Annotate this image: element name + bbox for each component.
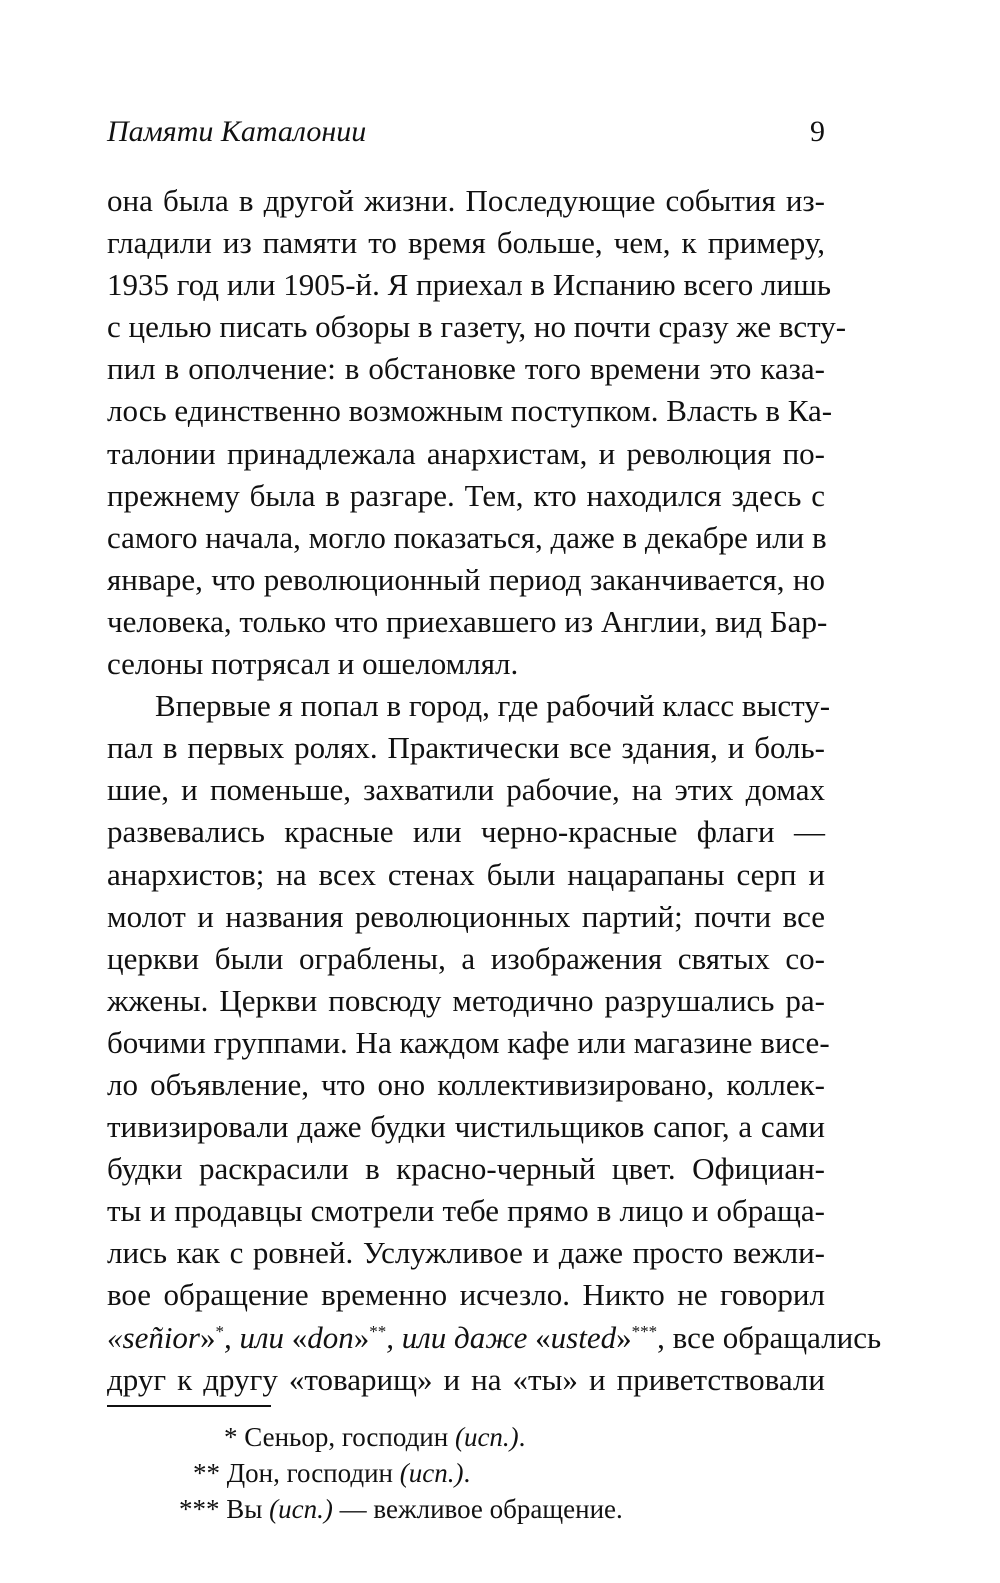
text-line: лось единственно возможным поступком. Власть в Ка- — [107, 393, 833, 429]
text-line: бочими группами. На каждом кафе или магазине висе- — [107, 1024, 830, 1060]
text-segment: , или — [224, 1319, 292, 1355]
footnote-1 — [107, 1419, 825, 1455]
quote-close: » — [200, 1319, 216, 1355]
running-header — [107, 112, 825, 152]
text-line: с целью писать обзоры в газету, но почти сразу же всту- — [107, 309, 847, 345]
text-line: лись как с ровней. Услужливое и даже просто вежли- — [107, 1235, 825, 1271]
text-line: анархистов; на всех стенах были нацарапаны серп и — [107, 856, 825, 892]
text-line: человека, только что приехавшего из Англии, вид Бар- — [107, 603, 828, 639]
text-line: январе, что революционный период заканчивается, но — [107, 561, 825, 597]
text-line: ты и продавцы смотрели тебе прямо в лицо и обраща- — [107, 1193, 825, 1229]
text-segment: , все обращались — [657, 1319, 882, 1355]
footnotes — [107, 1419, 825, 1527]
paragraph-1 — [107, 180, 847, 685]
text-line: друг к другу «товарищ» и на «ты» и приветствовали — [107, 1361, 825, 1397]
page-number: 9 — [810, 115, 825, 148]
footnote-after: . — [463, 1457, 471, 1488]
text-line: вое обращение временно исчезло. Никто не говорил — [107, 1277, 825, 1313]
text-line: талонии принадлежала анархистам, и революция по- — [107, 435, 825, 471]
text-line: молот и названия революционных партий; почти все — [107, 898, 825, 934]
footnote-after: — вежливое обращение. — [332, 1493, 623, 1524]
quote-open: « — [107, 1319, 123, 1355]
text-line: будки раскрасили в красно-черный цвет. Официан- — [107, 1151, 825, 1187]
text-line: 1935 год или 1905-й. Я приехал в Испанию всего лишь — [107, 267, 832, 303]
footnote-text: Вы — [226, 1493, 263, 1524]
text-line: пил в ополчение: в обстановке того времени это каза- — [107, 351, 825, 387]
footnote-ref: ** — [369, 1321, 387, 1341]
text-line: пал в первых ролях. Практически все здания, и боль- — [107, 730, 825, 766]
quote-open: « — [291, 1319, 308, 1355]
text-line: тивизировали даже будки чистильщиков сапог, а сами — [107, 1109, 825, 1145]
text-line: ло объявление, что оно коллективизировано, коллек- — [107, 1066, 825, 1102]
text-line: она была в другой жизни. Последующие события из- — [107, 183, 825, 218]
spanish-term: señior — [122, 1319, 200, 1355]
text-line: самого начала, могло показаться, даже в декабре или в — [107, 519, 827, 555]
running-title: Памяти Каталонии — [107, 115, 367, 148]
text-line: жжены. Церкви повсюду методично разрушались ра- — [107, 982, 825, 1018]
text-line: Впервые я попал в город, где рабочий класс высту- — [155, 688, 831, 724]
footnote-after: . — [518, 1421, 526, 1452]
text-segment: , или даже — [386, 1319, 536, 1355]
footnote-lang: (исп.) — [454, 1421, 519, 1452]
footnote-mark: *** — [179, 1493, 220, 1524]
footnote-3 — [107, 1491, 825, 1527]
main-text — [107, 180, 882, 1401]
quote-open: « — [535, 1319, 551, 1355]
text-line: гладили из памяти то время больше, чем, к примеру, — [107, 225, 825, 261]
footnote-lang: (исп.) — [269, 1493, 333, 1524]
quote-close: » — [616, 1319, 632, 1355]
text-line: развевались красные или черно-красные флаги — — [107, 814, 825, 850]
footnote-mark: ** — [193, 1457, 220, 1488]
text-line: прежнему была в разгаре. Тем, кто находился здесь с — [107, 477, 825, 513]
footnote-mark: * — [224, 1421, 238, 1452]
text-line: церкви были ограблены, а изображения святых со- — [107, 940, 825, 976]
footnote-2 — [107, 1455, 825, 1491]
book-page — [107, 112, 882, 1527]
paragraph-2 — [107, 685, 882, 1401]
footnote-text: Сеньор, господин — [244, 1421, 449, 1452]
text-line: шие, и поменьше, захватили рабочие, на этих домах — [107, 772, 825, 808]
spanish-term: usted — [550, 1319, 617, 1355]
text-line: селоны потрясал и ошеломлял. — [107, 646, 519, 682]
spanish-term: don — [307, 1319, 354, 1355]
quote-close: » — [353, 1319, 370, 1355]
footnote-lang: (исп.) — [399, 1457, 464, 1488]
footnote-ref: * — [215, 1321, 224, 1341]
footnote-text: Дон, господин — [226, 1457, 393, 1488]
footnote-ref: *** — [631, 1321, 658, 1341]
text-line-with-terms — [107, 1317, 882, 1359]
footnote-divider — [107, 1405, 271, 1407]
